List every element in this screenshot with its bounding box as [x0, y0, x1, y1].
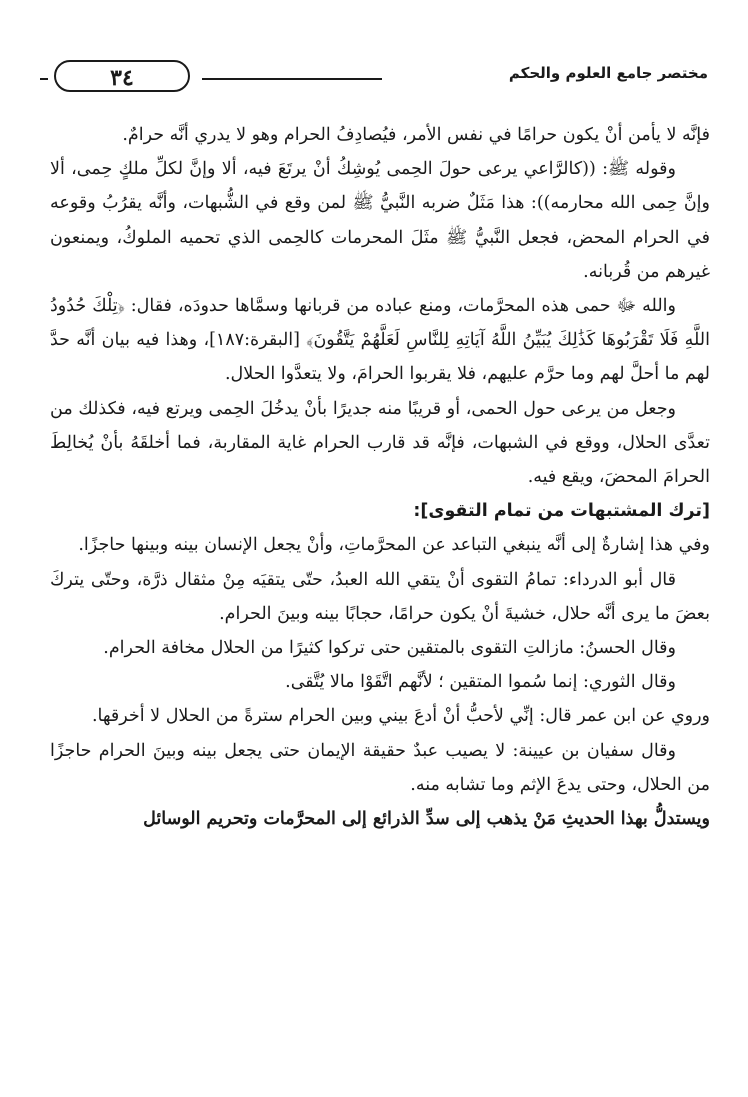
- paragraph-8: وقال الثوري: إنما سُموا المتقين ؛ لأنَّهم اتَّقَوْا مالا يُتَّقى.: [285, 672, 676, 693]
- book-title: مختصر جامع العلوم والحكم: [508, 64, 708, 82]
- page-header: [40, 60, 708, 94]
- paragraph-2: وقوله ﷺ: ((كالرَّاعي يرعى حولَ الحِمى يُوشِكُ أنْ يرتَعَ فيه، ألا وإنَّ لكلِّ ملكٍ حِمى، ألا وإنَّ حِمى الله محارمه)): هذا مَثَلٌ ضربه النَّبيُّ ﷺ لمن وقع في الشُّبهات، وأنَّه يقرُبُ وقوعه في الحرام المحض، فجعل النَّبيُّ ﷺ مثَلَ المحرمات كالحِمى الذي تحميه الملوكُ، ويمنعون غيرهم من قُربانه.: [50, 159, 710, 282]
- page-body: [50, 118, 710, 836]
- section-heading: [ترك المشتبهات من تمام التقوى]:: [413, 501, 710, 522]
- header-rule-left: [40, 78, 48, 80]
- paragraph-11: ويستدلُّ بهذا الحديثِ مَنْ يذهب إلى سدِّ الذرائع إلى المحرَّمات وتحريم الوسائل: [143, 809, 710, 830]
- paragraph-6: قال أبو الدرداء: تمامُ التقوى أنْ يتقي الله العبدُ، حتّى يتقيَه مِنْ مثقال ذرَّة، وحتّى يتركَ بعضَ ما يرى أنَّه حلال، خشيةَ أنْ يكون حرامًا، حجابًا بينه وبينَ الحرام.: [50, 569, 710, 624]
- paragraph-5: وفي هذا إشارةٌ إلى أنَّه ينبغي التباعد عن المحرَّماتِ، وأنْ يجعل الإنسان بينه وبينها حاجزًا.: [78, 535, 710, 556]
- paragraph-10: وقال سفيان بن عيينة: لا يصيب عبدٌ حقيقة الإيمان حتى يجعل بينه وبينَ الحرام حاجزًا من الحلال، وحتى يدعَ الإثم وما تشابه منه.: [50, 740, 710, 795]
- paragraph-7: وقال الحسنُ: مازالتِ التقوى بالمتقين حتى تركوا كثيرًا من الحلال مخافة الحرام.: [103, 638, 676, 659]
- paragraph-3: والله ﷻ حمى هذه المحرَّمات، ومنع عباده من قربانها وسمَّاها حدودَه، فقال: ﴿تِلْكَ حُدُودُ اللَّهِ فَلَا تَقْرَبُوهَا كَذَٰلِكَ يُبَيِّنُ اللَّهُ آيَاتِهِ لِلنَّاسِ لَعَلَّهُمْ يَتَّقُونَ﴾ [البقرة:١٨٧]، وهذا فيه بيان أنَّه حدَّ لهم ما أحلَّ لهم وما حرَّم عليهم، فلا يقربوا الحرامَ، ولا يتعدَّوا الحلال.: [50, 296, 710, 385]
- page-number: ٣٤: [54, 60, 190, 92]
- paragraph-9: وروي عن ابن عمر قال: إنِّي لأحبُّ أنْ أدعَ بيني وبين الحرام سترةً من الحلال لا أخرقها.: [91, 706, 710, 727]
- paragraph-4: وجعل من يرعى حول الحمى، أو قريبًا منه جديرًا بأنْ يدخُلَ الحِمى ويرتع فيه، فكذلك من تعدَّى الحلال، ووقع في الشبهات، فإنَّه قد قارب الحرام غاية المقاربة، فما أخلقَهُ بأنْ يُخالِطَ الحرامَ المحضَ، ويقع فيه.: [50, 398, 710, 488]
- header-rule-right: [202, 78, 382, 80]
- paragraph-1: فإنَّه لا يأمن أنْ يكون حرامًا في نفس الأمر، فيُصادِفُ الحرام وهو لا يدري أنَّه حرامٌ.: [122, 125, 710, 145]
